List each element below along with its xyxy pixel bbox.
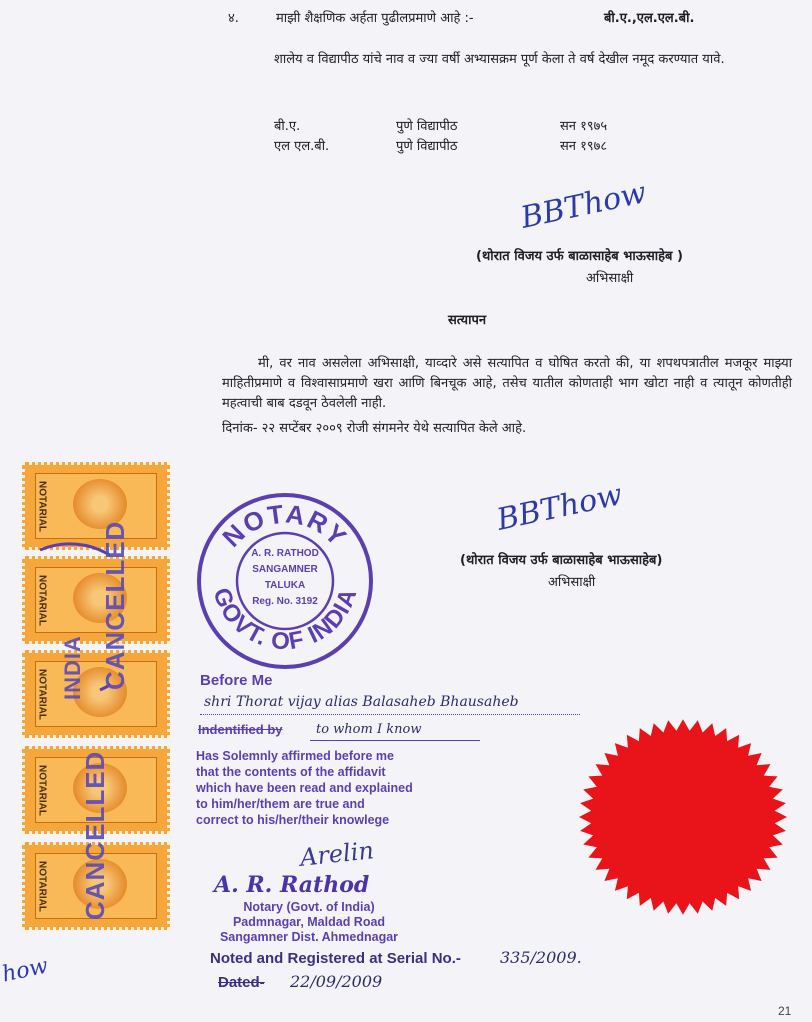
name-underline <box>200 714 580 715</box>
notarial-stamp: NOTARIAL <box>22 650 170 738</box>
qualification-question: माझी शैक्षणिक अर्हता पुढीलप्रमाणे आहे :- <box>276 11 474 26</box>
deponent-role: अभिसाक्षी <box>586 271 634 286</box>
identified-handwritten: to whom I know <box>316 722 422 737</box>
verification-date: दिनांक- २२ सप्टेंबर २००९ रोजी संगमनेर येथे सत्यापित केले आहे. <box>222 421 527 436</box>
university: पुणे विद्यापीठ <box>396 139 458 154</box>
university: पुणे विद्यापीठ <box>396 119 458 134</box>
seal-center-line: TALUKA <box>264 580 306 591</box>
affirmation-text: Has Solemnly affirmed before me that the contents of the affidavit which have been read and explained to him/her/them are true and correct to his/her/their knowlege <box>196 749 413 827</box>
verification-heading: सत्यापन <box>448 313 487 328</box>
deponent-role: अभिसाक्षी <box>548 575 596 590</box>
item-number: ४. <box>228 11 239 26</box>
seal-center-line: A. R. RATHOD <box>251 548 319 559</box>
deponent-name: (थोरात विजय उर्फ बाळासाहेब भाऊसाहेब) <box>460 553 663 568</box>
year: सन १९७५ <box>560 119 608 134</box>
serial-label: Noted and Registered at Serial No.- <box>210 950 461 967</box>
seal-center-line: SANGAMNER <box>252 564 318 575</box>
page-number: 21 <box>778 1004 792 1018</box>
notarial-stamp: NOTARIAL <box>22 842 170 930</box>
identified-label: Indentified by <box>198 722 283 737</box>
notarial-stamp: NOTARIAL <box>22 556 170 644</box>
deponent-signature: BBThow <box>517 175 650 236</box>
cancelled-mark: CANCELLED <box>100 520 130 690</box>
dated-label: Dated- <box>218 974 265 991</box>
degree: एल एल.बी. <box>274 139 330 154</box>
deponent-name: (थोरात विजय उर्फ बाळासाहेब भाऊसाहेब ) <box>476 249 683 264</box>
seal-top-text: NOTARY <box>216 498 354 553</box>
deponent-handwritten-name: shri Thorat vijay alias Balasaheb Bhausaheb <box>204 694 519 710</box>
seal-bottom-text: GOVT. OF INDIA <box>207 584 363 656</box>
notary-seal <box>194 490 376 672</box>
verification-body: मी, वर नाव असलेला अभिसाक्षी, याव्दारे असे सत्यापित व घोषित करतो की, या शपथपत्रातील मजकूर माझ्या माहितीप्रमाणे व विश्वासाप्रमाणे खरा आणि बिनचूक आहे, तसेच यातील कोणताही भाग खोटा नाही व त्यातून कोणतीही महत्वाची बाब दडवून ठेवलेली नाही. <box>222 356 792 411</box>
before-me-label: Before Me <box>200 672 273 689</box>
notary-signature: Arelin <box>298 836 376 872</box>
year: सन १९७८ <box>560 139 608 154</box>
notarial-stamp: NOTARIAL <box>22 462 170 550</box>
wax-seal-shape <box>579 719 787 915</box>
serial-handwritten: 335/2009. <box>500 948 582 967</box>
notarial-stamp: NOTARIAL <box>22 746 170 834</box>
degree: बी.ए. <box>274 119 301 134</box>
seal-center-line: Reg. No. 3192 <box>252 596 318 607</box>
instruction-text: शालेय व विद्यापीठ यांचे नाव व ज्या वर्षी अभ्यासक्रम पूर्ण केला ते वर्ष देखील नमूद करण्यात यावे. <box>274 52 725 67</box>
deponent-signature: BBThow <box>493 477 626 538</box>
qualification-answer: बी.ए.,एल.एल.बी. <box>604 11 695 26</box>
wax-seal <box>570 712 796 922</box>
margin-signature: how <box>0 953 51 988</box>
identified-underline <box>310 740 480 741</box>
notary-details: Notary (Govt. of India) Padmnagar, Maldad Road Sangamner Dist. Ahmednagar <box>219 900 399 944</box>
cancelled-mark: CANCELLED <box>80 750 110 920</box>
dated-handwritten: 22/09/2009 <box>290 972 383 991</box>
notary-name: A. R. Rathod <box>214 872 370 898</box>
ink-seal-text: INDIA <box>60 635 85 700</box>
